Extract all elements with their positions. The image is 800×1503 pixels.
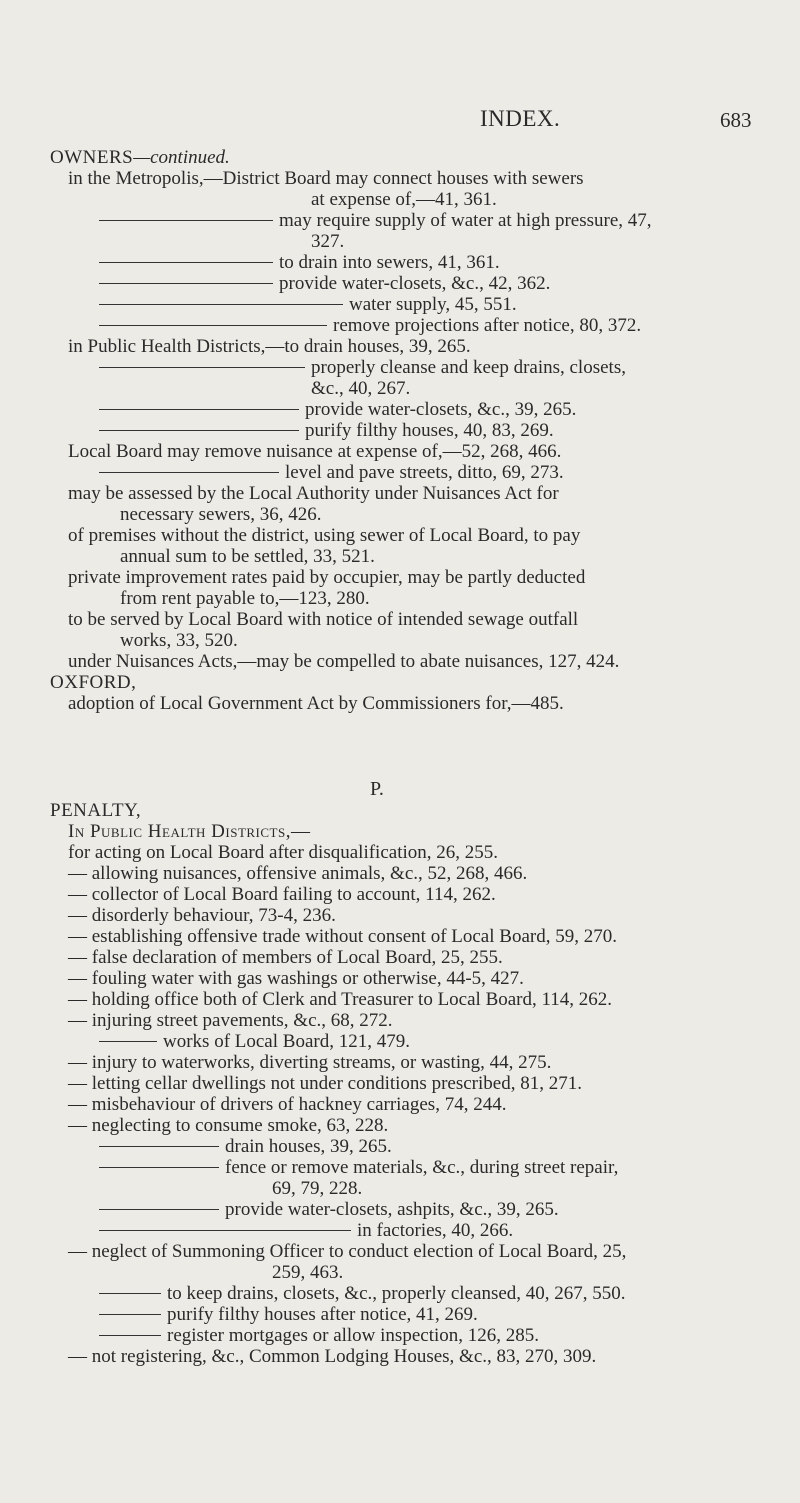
index-subentry: works of Local Board, 121, 479. (0, 1031, 800, 1052)
ditto-rule (99, 409, 299, 410)
index-entry-cont: works, 33, 520. (120, 630, 238, 651)
index-entry: under Nuisances Acts,—may be compelled to abate nuisances, 127, 424. (68, 651, 620, 672)
ditto-rule (99, 283, 273, 284)
penalty-heading: PENALTY, (50, 800, 142, 821)
index-entry-cont: from rent payable to,—123, 280. (120, 588, 370, 609)
oxford-heading: OXFORD, (50, 672, 137, 693)
ditto-rule (99, 304, 343, 305)
ditto-rule (99, 220, 273, 221)
section-gap (0, 714, 800, 778)
index-entry: adoption of Local Government Act by Commissioners for,—485. (68, 693, 564, 714)
index-subentry-cont: 327. (311, 231, 345, 252)
index-entry: — fouling water with gas washings or otherwise, 44-5, 427. (68, 968, 524, 989)
section-letter: P. (370, 778, 384, 800)
index-subentry: register mortgages or allow inspection, 126, 285. (0, 1325, 800, 1346)
page-number: 683 (720, 108, 752, 132)
index-subentry: remove projections after notice, 80, 372. (0, 315, 800, 336)
ditto-rule (99, 262, 273, 263)
index-subentry: level and pave streets, ditto, 69, 273. (0, 462, 800, 483)
index-subentry: fence or remove materials, &c., during street repair, (0, 1157, 800, 1178)
ditto-rule (99, 1230, 351, 1231)
page-header (0, 106, 800, 136)
index-subentry-cont: &c., 40, 267. (311, 378, 411, 399)
index-entry: for acting on Local Board after disqualification, 26, 255. (68, 842, 499, 863)
index-subentry: purify filthy houses, 40, 83, 269. (0, 420, 800, 441)
index-subentry: provide water-closets, &c., 39, 265. (0, 399, 800, 420)
index-entry: — neglecting to consume smoke, 63, 228. (68, 1115, 389, 1136)
ditto-rule (99, 430, 299, 431)
ditto-rule (99, 1041, 157, 1042)
index-entry: — not registering, &c., Common Lodging Houses, &c., 83, 270, 309. (68, 1346, 597, 1367)
index-entry-cont: at expense of,—41, 361. (311, 189, 497, 210)
ditto-rule (99, 1146, 219, 1147)
ditto-rule (99, 1293, 161, 1294)
index-entry: to be served by Local Board with notice of intended sewage outfall (68, 609, 579, 630)
ditto-rule (99, 367, 305, 368)
index-entry: — false declaration of members of Local Board, 25, 255. (68, 947, 503, 968)
ditto-rule (99, 1209, 219, 1210)
index-entry: — establishing offensive trade without consent of Local Board, 59, 270. (68, 926, 617, 947)
index-entry: — misbehaviour of drivers of hackney carriages, 74, 244. (68, 1094, 507, 1115)
index-subentry-cont: 69, 79, 228. (272, 1178, 363, 1199)
index-entry: — allowing nuisances, offensive animals, &c., 52, 268, 466. (68, 863, 528, 884)
index-subentry: in factories, 40, 266. (0, 1220, 800, 1241)
index-entry: — injury to waterworks, diverting streams, or wasting, 44, 275. (68, 1052, 552, 1073)
index-entry: private improvement rates paid by occupier, may be partly deducted (68, 567, 586, 588)
index-subentry: provide water-closets, ashpits, &c., 39, 265. (0, 1199, 800, 1220)
index-entry: — holding office both of Clerk and Treasurer to Local Board, 114, 262. (68, 989, 613, 1010)
ditto-rule (99, 472, 279, 473)
index-entry: — injuring street pavements, &c., 68, 272. (68, 1010, 393, 1031)
index-entry: — letting cellar dwellings not under conditions prescribed, 81, 271. (68, 1073, 582, 1094)
index-entry: of premises without the district, using sewer of Local Board, to pay (68, 525, 581, 546)
ditto-rule (99, 1167, 219, 1168)
heading-suffix: —continued. (133, 147, 230, 168)
index-subentry: properly cleanse and keep drains, closets, (0, 357, 800, 378)
penalty-subheading: In Public Health Districts,— (68, 821, 311, 842)
index-entry: — disorderly behaviour, 73-4, 236. (68, 905, 336, 926)
index-entry-cont: annual sum to be settled, 33, 521. (120, 546, 375, 567)
index-entry-cont: necessary sewers, 36, 426. (120, 504, 322, 525)
index-subentry: water supply, 45, 551. (0, 294, 800, 315)
heading-text: OWNERS (50, 147, 134, 168)
index-entry: — neglect of Summoning Officer to conduct election of Local Board, 25, (68, 1241, 627, 1262)
index-entries (0, 147, 800, 1367)
index-subentry: to drain into sewers, 41, 361. (0, 252, 800, 273)
index-subentry: provide water-closets, &c., 42, 362. (0, 273, 800, 294)
index-entry: Local Board may remove nuisance at expense of,—52, 268, 466. (68, 441, 562, 462)
ditto-rule (99, 1314, 161, 1315)
ditto-rule (99, 325, 327, 326)
owners-heading (0, 147, 800, 168)
running-title: INDEX. (480, 106, 561, 131)
index-entry: in Public Health Districts,—to drain houses, 39, 265. (68, 336, 471, 357)
index-entry-cont: 259, 463. (272, 1262, 344, 1283)
index-subentry: purify filthy houses after notice, 41, 269. (0, 1304, 800, 1325)
index-entry: may be assessed by the Local Authority under Nuisances Act for (68, 483, 559, 504)
index-entry: — collector of Local Board failing to account, 114, 262. (68, 884, 496, 905)
index-subentry: to keep drains, closets, &c., properly cleansed, 40, 267, 550. (0, 1283, 800, 1304)
index-entry: in the Metropolis,—District Board may connect houses with sewers (68, 168, 584, 189)
index-subentry: drain houses, 39, 265. (0, 1136, 800, 1157)
index-subentry: may require supply of water at high pressure, 47, (0, 210, 800, 231)
ditto-rule (99, 1335, 161, 1336)
